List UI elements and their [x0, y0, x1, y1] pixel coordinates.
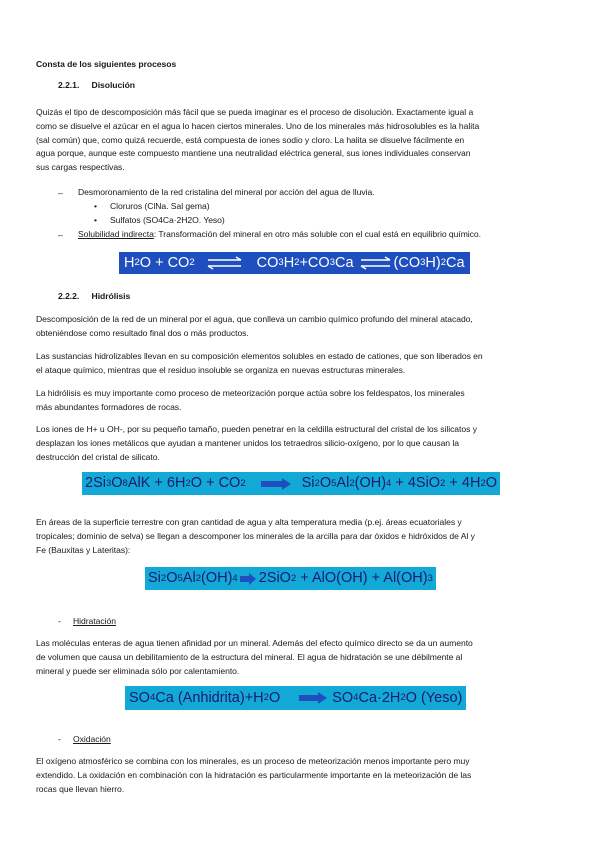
- text-line: de volumen que causa un debilitamiento de la estructura del mineral. El agua de hidratación se une débilmente al: [36, 651, 463, 662]
- arrow-right-icon: [260, 477, 292, 491]
- text-line: más abundantes formadores de rocas.: [36, 401, 182, 412]
- text-line: agua porque, aunque este compuesto mantiene una neutralidad eléctrica general, sus iones individuales conservan: [36, 148, 471, 159]
- text-line: desplazan los iones metálicos que ayudan a mantener unidos los tetraedros silicio-oxígeno, por lo que causan la: [36, 437, 459, 448]
- list-item-desmoronamiento: Desmoronamiento de la red cristalina del mineral por acción del agua de lluvia.: [78, 187, 375, 197]
- paragraph-hidrolisis-5: [36, 516, 566, 557]
- list-item-cloruros: Cloruros (ClNa. Sal gema): [110, 201, 210, 211]
- text-line: como se disuelve el azúcar en el agua lo hacen ciertos minerales. Uno de los minerales más hidrosolubles es la halita: [36, 120, 480, 131]
- paragraph-hidrolisis-1: [36, 313, 566, 341]
- text-line: sus cargas respectivas.: [36, 162, 125, 173]
- text-line: rocas que llevan hierro.: [36, 783, 125, 794]
- section-title: Disolución: [91, 80, 135, 90]
- text-line: tropicales; dominio de selva) se llegan a descomponer los minerales de la arcilla para dar óxidos e hidróxidos de Al y: [36, 530, 475, 541]
- paragraph-hidrolisis-2: [36, 350, 566, 378]
- intro-line: Consta de los siguientes procesos: [36, 59, 177, 69]
- arrow-right-icon: [239, 572, 257, 586]
- text-line: Descomposición de la red de un mineral por el agua, que conlleva un cambio químico profundo del mineral atacado,: [36, 314, 473, 324]
- dash-marker: -: [58, 734, 61, 744]
- equilibrium-arrow-icon: [360, 256, 392, 270]
- text-line: En áreas de la superficie terrestre con gran cantidad de agua y alta temperatura media (p.ej. áreas ecuatoriales y: [36, 517, 462, 527]
- heading-hidratacion: Hidratación: [73, 616, 116, 626]
- text-line: el ataque químico, mientras que el residuo insoluble se organiza en nuevas estructuras minerales.: [36, 364, 406, 375]
- paragraph-disolucion: [36, 106, 566, 175]
- section-heading-disolucion: [58, 79, 135, 93]
- text-line: (sal común) que, como quizá recuerde, está compuesta de iones sodio y cloro. La halita se disuelve fácilmente en: [36, 134, 465, 145]
- dash-marker: –: [58, 230, 63, 240]
- equation-hydration: SO 4 Ca (Anhidrita)+H 2 O SO 4 Ca·2H 2 O (Yeso): [125, 686, 466, 710]
- equilibrium-arrow-icon: [207, 256, 243, 270]
- paragraph-hidratacion: [36, 637, 566, 678]
- paragraph-hidrolisis-3: [36, 387, 566, 415]
- text-line: destrucción del cristal de silicato.: [36, 451, 160, 462]
- bullet-marker: •: [94, 201, 97, 211]
- paragraph-oxidacion: [36, 755, 566, 796]
- text-line: La hidrólisis es muy importante como proceso de meteorización porque actúa sobre los feldespatos, los minerales: [36, 388, 465, 398]
- text-line: Quizás el tipo de descomposición más fácil que se pueda imaginar es el proceso de disolución. Exactamente igual a: [36, 107, 474, 117]
- text-line: Las sustancias hidrolizables llevan en su composición elementos solubles en estado de cationes, que son liberados en: [36, 351, 483, 361]
- text-line: extendido. La oxidación en combinación con la hidratación es particularmente importante en la meteorización de las: [36, 769, 472, 780]
- underlined-label: Solubilidad indirecta: [78, 229, 154, 239]
- text-line: mineral y puede ser eliminada sólo por calentamiento.: [36, 665, 240, 676]
- text-span: : Transformación del mineral en otro más soluble con el cual está en equilibrio químico.: [153, 229, 481, 239]
- text-line: Los iones de H+ u OH-, por su pequeño tamaño, pueden penetrar en la celdilla estructural del cristal de los silicatos y: [36, 424, 477, 434]
- arrow-right-icon: [298, 691, 328, 705]
- text-line: Fe (Bauxitas y Lateritas):: [36, 544, 131, 555]
- paragraph-hidrolisis-4: [36, 423, 566, 464]
- text-line: Las moléculas enteras de agua tienen afinidad por un mineral. Además del efecto químico directo se da un aumento: [36, 638, 473, 648]
- dash-marker: –: [58, 188, 63, 198]
- equation-clay-decomposition: Si 2 O 5 Al 2 (OH) 4 2SiO 2 + AlO(OH) + Al(OH) 3: [145, 567, 436, 590]
- section-heading-hidrolisis: [58, 290, 130, 304]
- text-line: obteniéndose como resultado final dos o más productos.: [36, 327, 249, 338]
- list-item-solubilidad: [78, 228, 481, 242]
- list-item-sulfatos: Sulfatos (SO4Ca·2H2O. Yeso): [110, 215, 225, 225]
- equation-solubility: H 2 O + CO 2 CO 3 H 2 +CO 3 Ca (CO 3 H) 2 Ca: [119, 252, 470, 274]
- text-line: El oxígeno atmosférico se combina con los minerales, es un proceso de meteorización menos importante pero muy: [36, 756, 470, 766]
- equation-feldspar-hydrolysis: 2Si 3 O 8 AlK + 6H 2 O + CO 2 Si 2 O 5 Al 2 (OH) 4 + 4SiO 2 + 4H 2 O: [82, 472, 500, 495]
- bullet-marker: •: [94, 215, 97, 225]
- section-number: 2.2.1.: [58, 80, 80, 90]
- section-number: 2.2.2.: [58, 291, 80, 301]
- dash-marker: -: [58, 616, 61, 626]
- heading-oxidacion: Oxidación: [73, 734, 111, 744]
- section-title: Hidrólisis: [91, 291, 131, 301]
